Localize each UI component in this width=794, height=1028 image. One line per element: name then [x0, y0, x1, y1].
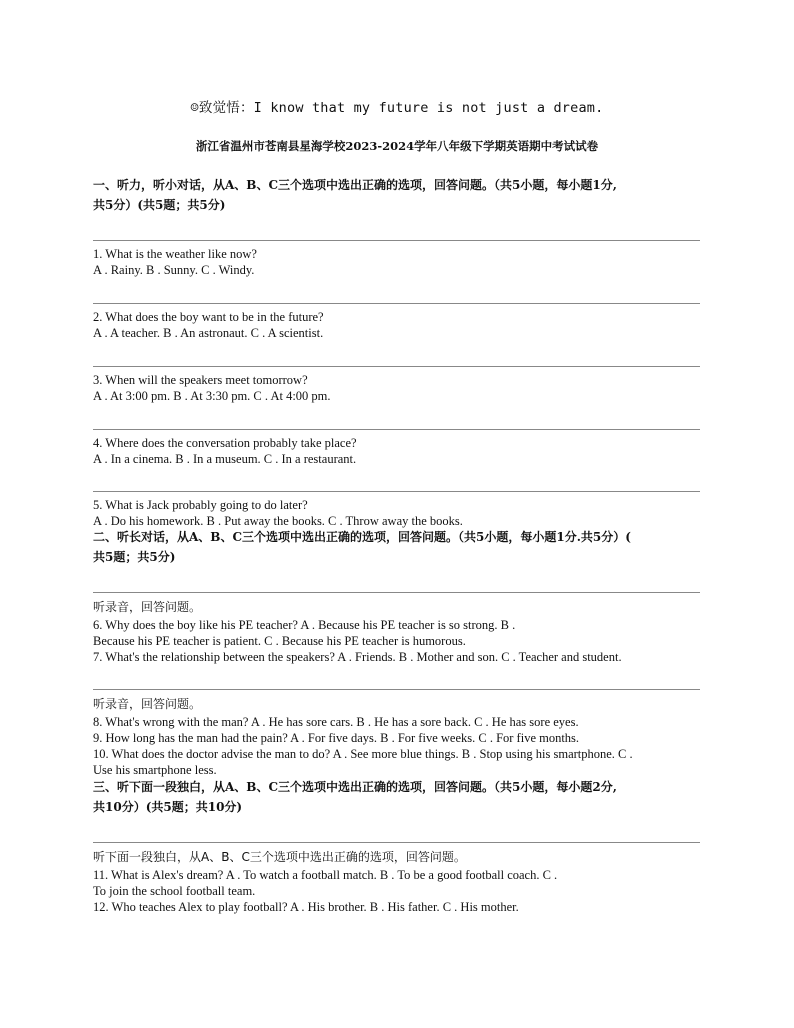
divider — [93, 303, 700, 304]
divider — [93, 592, 700, 593]
question-item — [93, 372, 703, 404]
question-line: 11. What is Alex's dream? A . To watch a football match. B . To be a good football coach. C . — [93, 868, 558, 882]
question-line: 12. Who teaches Alex to play football? A . His brother. B . His father. C . His mother. — [93, 900, 519, 914]
page-title: 浙江省温州市苍南县星海学校2023-2024学年八年级下学期英语期中考试试卷 — [195, 139, 599, 153]
divider — [93, 491, 700, 492]
question-group — [93, 714, 703, 778]
question-options: A . Do his homework. B . Put away the books. C . Throw away the books. — [93, 514, 463, 528]
section-1-heading-line1: 一、听力，听小对话，从A、B、C三个选项中选出正确的选项，回答问题。（共5小题，每小题1分, — [93, 178, 617, 192]
divider — [93, 366, 700, 367]
listening-instruction: 听录音，回答问题。 — [93, 600, 202, 614]
question-group — [93, 617, 703, 665]
divider — [93, 689, 700, 690]
question-line: To join the school football team. — [93, 884, 256, 898]
section-3-heading-line1: 三、听下面一段独白，从A、B、C三个选项中选出正确的选项，回答问题。（共5小题，每小题2分, — [93, 780, 617, 794]
question-stem: 3. When will the speakers meet tomorrow? — [93, 373, 308, 387]
question-options: A . In a cinema. B . In a museum. C . In a restaurant. — [93, 452, 357, 466]
section-1-heading — [93, 175, 703, 215]
question-stem: 5. What is Jack probably going to do later? — [93, 498, 308, 512]
question-stem: 4. Where does the conversation probably take place? — [93, 436, 357, 450]
question-line: 6. Why does the boy like his PE teacher? A . Because his PE teacher is so strong. B . — [93, 618, 516, 632]
question-item — [93, 309, 703, 341]
question-options: A . At 3:00 pm. B . At 3:30 pm. C . At 4:00 pm. — [93, 389, 331, 403]
question-item — [93, 435, 703, 467]
question-line: Because his PE teacher is patient. C . Because his PE teacher is humorous. — [93, 634, 466, 648]
section-3-heading-line2: 共10分）(共5题；共10分) — [93, 800, 243, 814]
divider — [93, 842, 700, 843]
question-stem: 1. What is the weather like now? — [93, 247, 257, 261]
divider — [93, 240, 700, 241]
motto-line: ☺致觉悟：I know that my future is not just a dream. — [190, 100, 604, 116]
question-stem: 2. What does the boy want to be in the future? — [93, 310, 324, 324]
listening-instruction: 听录音，回答问题。 — [93, 697, 202, 711]
question-options: A . A teacher. B . An astronaut. C . A scientist. — [93, 326, 324, 340]
question-group — [93, 867, 703, 915]
question-options: A . Rainy. B . Sunny. C . Windy. — [93, 263, 255, 277]
question-line: 10. What does the doctor advise the man to do? A . See more blue things. B . Stop using his smartphone. C . — [93, 747, 633, 761]
question-line: 9. How long has the man had the pain? A . For five days. B . For five weeks. C . For five months. — [93, 731, 580, 745]
section-2-heading-line2: 共5题；共5分) — [93, 550, 176, 564]
divider — [93, 429, 700, 430]
section-2-heading-line1: 二、听长对话，从A、B、C三个选项中选出正确的选项，回答问题。（共5小题，每小题1分.共5分）( — [93, 530, 631, 544]
question-item — [93, 246, 703, 278]
question-line: Use his smartphone less. — [93, 763, 217, 777]
section-1-heading-line2: 共5分）(共5题；共5分) — [93, 198, 226, 212]
question-item — [93, 497, 703, 529]
question-line: 8. What's wrong with the man? A . He has sore cars. B . He has a sore back. C . He has sore eyes. — [93, 715, 579, 729]
section-2-heading — [93, 527, 703, 567]
section-3-heading — [93, 777, 703, 817]
question-line: 7. What's the relationship between the speakers? A . Friends. B . Mother and son. C . Teacher and student. — [93, 650, 622, 664]
listening-instruction: 听下面一段独白，从A、B、C三个选项中选出正确的选项，回答问题。 — [93, 850, 466, 864]
